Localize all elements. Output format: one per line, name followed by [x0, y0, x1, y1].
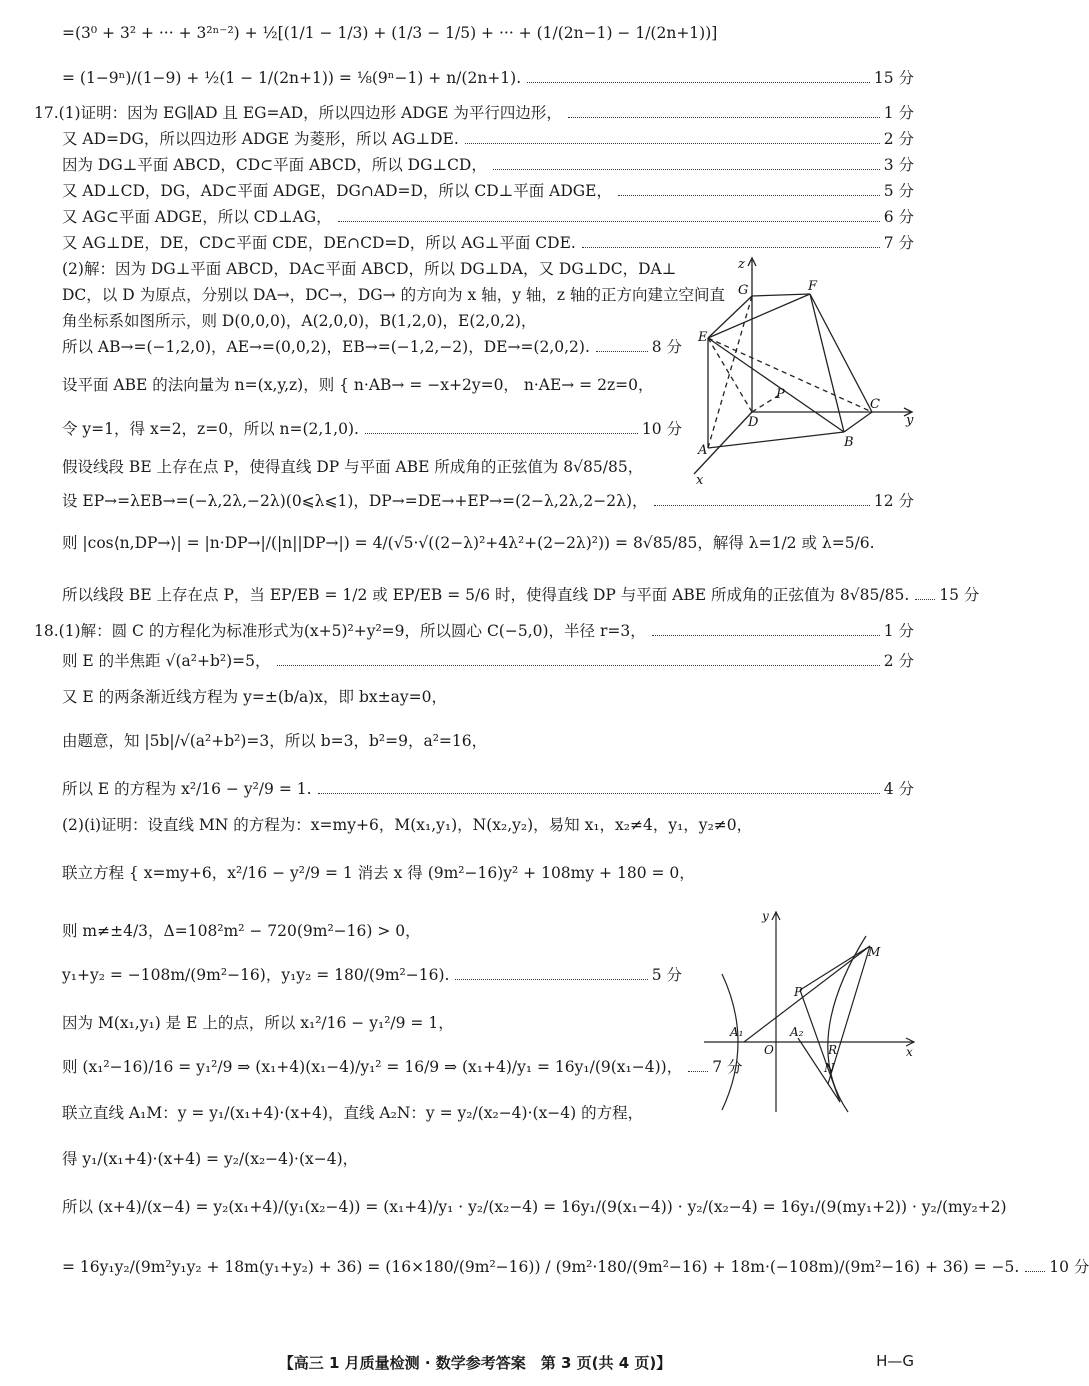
- label-A2: A₂: [790, 1025, 804, 1039]
- edge-GF: [752, 294, 810, 296]
- line-A1M: [744, 946, 870, 1042]
- edge-CB: [844, 412, 872, 432]
- line-5: 又 AD⊥CD，DG，AD⊂平面 ADGE，DG∩AD=D，所以 CD⊥平面 ADGE， 5 分: [62, 182, 914, 200]
- line-23: (2)(ⅰ)证明：设直线 MN 的方程为：x=my+6，M(x₁,y₁)，N(x₂,y₂)，易知 x₁，x₂≠4，y₁，y₂≠0，: [62, 816, 753, 834]
- line-11: 所以 AB→=(−1,2,0)，AE→=(0,0,2)，EB→=(−1,2,−2)，DE→=(2,0,2). 8 分: [62, 338, 682, 356]
- edge-FC: [810, 294, 872, 412]
- line-27: 因为 M(x₁,y₁) 是 E 上的点，所以 x₁²/16 − y₁²/9 = 1，: [62, 1014, 454, 1032]
- line-25: 则 m≠±4/3，Δ=108²m² − 720(9m²−16) > 0，: [62, 922, 421, 940]
- label-M: M: [868, 945, 881, 959]
- line-31: 所以 (x+4)/(x−4) = y₂(x₁+4)/(y₁(x₂−4)) = (x₁+4)/y₁ · y₂/(x₂−4) = 16y₁/(9(x₁−4)) · y₂/(x₂−4) = 16y₁/(9(my₁+2)) · y₂/(my₂+2): [62, 1198, 1007, 1216]
- label-A: A: [698, 443, 708, 458]
- line-16: 则 |cos⟨n,DP→⟩| = |n·DP→|/(|n||DP→|) = 4/(√5·√((2−λ)²+4λ²+(2−2λ)²)) = 8√85/85，解得 λ=1/2 或 λ=5/6.: [62, 534, 875, 552]
- line-0: =(3⁰ + 3² + ··· + 3²ⁿ⁻²) + ½[(1/1 − 1/3) + (1/3 − 1/5) + ··· + (1/(2n−1) − 1/(2n+1))]: [62, 24, 718, 42]
- edge-EC: [708, 338, 872, 412]
- edge-AG: [708, 296, 752, 448]
- label-O: O: [764, 1043, 774, 1057]
- edge-AB: [708, 432, 844, 448]
- label-x: x: [906, 1045, 913, 1059]
- label-P: P: [776, 387, 785, 402]
- line-24: 联立方程 { x=my+6，x²/16 − y²/9 = 1 消去 x 得 (9m²−16)y² + 108my + 180 = 0，: [62, 864, 695, 882]
- line-17: 所以线段 BE 上存在点 P，当 EP/EB = 1/2 或 EP/EB = 5/6 时，使得直线 DP 与平面 ABE 所成角的正弦值为 8√85/85. 15 分: [62, 586, 980, 604]
- edge-ED: [708, 338, 752, 412]
- line-9: DC，以 D 为原点，分别以 DA→，DC→，DG→ 的方向为 x 轴，y 轴，z 轴的正方向建立空间直: [62, 286, 725, 304]
- label-C: C: [870, 397, 880, 412]
- label-F: F: [808, 279, 818, 294]
- label-G: G: [738, 283, 749, 298]
- line-15: 设 EP→=λEB→=(−λ,2λ,−2λ)(0⩽λ⩽1)，DP→=DE→+EP→=(2−λ,2λ,2−2λ)， 12 分: [62, 492, 914, 510]
- line-28: 则 (x₁²−16)/16 = y₁²/9 ⇒ (x₁+4)(x₁−4)/y₁² = 16/9 ⇒ (x₁+4)/y₁ = 16y₁/(9(x₁−4))， 7 分: [62, 1058, 743, 1076]
- edge-EB: [708, 338, 844, 432]
- label-B: B: [844, 435, 854, 450]
- line-29: 联立直线 A₁M：y = y₁/(x₁+4)·(x+4)，直线 A₂N：y = y₂/(x₂−4)·(x−4) 的方程，: [62, 1104, 644, 1122]
- page-footer: 【高三 1 月质量检测 · 数学参考答案 第 3 页(共 4 页)】: [278, 1354, 672, 1372]
- line-21: 由题意，知 |5b|/√(a²+b²)=3，所以 b=3，b²=9，a²=16，: [62, 732, 488, 750]
- line-10: 角坐标系如图所示，则 D(0,0,0)，A(2,0,0)，B(1,2,0)，E(2,0,2)，: [62, 312, 537, 330]
- line-3: 又 AD=DG，所以四边形 ADGE 为菱形，所以 AG⊥DE. 2 分: [62, 130, 914, 148]
- line-6: 又 AG⊂平面 ADGE，所以 CD⊥AG， 6 分: [62, 208, 914, 226]
- solid-figure: [672, 252, 922, 492]
- label-y: y: [762, 909, 769, 923]
- line-PM: [800, 946, 870, 990]
- line-20: 又 E 的两条渐近线方程为 y=±(b/a)x，即 bx±ay=0，: [62, 688, 447, 706]
- label-x: x: [696, 473, 704, 488]
- label-N: N: [824, 1061, 835, 1075]
- line-8: (2)解：因为 DG⊥平面 ABCD，DA⊂平面 ABCD，所以 DG⊥DA，又 DG⊥DC，DA⊥: [62, 260, 677, 278]
- line-1: = (1−9ⁿ)/(1−9) + ½(1 − 1/(2n+1)) = ⅛(9ⁿ−1) + n/(2n+1). 15 分: [62, 69, 914, 87]
- line-2: 17.(1)证明：因为 EG∥AD 且 EG=AD，所以四边形 ADGE 为平行四边形， 1 分: [34, 104, 914, 122]
- label-y: y: [906, 413, 914, 428]
- line-13: 令 y=1，得 x=2，z=0，所以 n=(2,1,0). 10 分: [62, 420, 682, 438]
- line-26: y₁+y₂ = −108m/(9m²−16)，y₁y₂ = 180/(9m²−16). 5 分: [62, 966, 682, 984]
- footer-code: H—G: [876, 1352, 914, 1370]
- line-14: 假设线段 BE 上存在点 P，使得直线 DP 与平面 ABE 所成角的正弦值为 8√85/85，: [62, 458, 644, 476]
- line-19: 则 E 的半焦距 √(a²+b²)=5， 2 分: [62, 652, 914, 670]
- line-4: 因为 DG⊥平面 ABCD，CD⊂平面 ABCD，所以 DG⊥CD， 3 分: [62, 156, 914, 174]
- label-R: R: [828, 1043, 838, 1057]
- edge-EF: [708, 294, 810, 338]
- line-18: 18.(1)解：圆 C 的方程化为标准形式为(x+5)²+y²=9，所以圆心 C(−5,0)，半径 r=3， 1 分: [34, 622, 914, 640]
- hyperbola-figure: [700, 906, 922, 1116]
- line-22: 所以 E 的方程为 x²/16 − y²/9 = 1. 4 分: [62, 780, 914, 798]
- label-z: z: [738, 257, 745, 272]
- line-30: 得 y₁/(x₁+4)·(x+4) = y₂/(x₂−4)·(x−4)，: [62, 1150, 359, 1168]
- label-D: D: [748, 415, 759, 430]
- label-A1: A₁: [730, 1025, 744, 1039]
- label-P: P: [794, 985, 803, 999]
- line-32: = 16y₁y₂/(9m²y₁y₂ + 18m(y₁+y₂) + 36) = (16×180/(9m²−16)) / (9m²·180/(9m²−16) + 18m·(−108m)/(9m²−16) + 36) = −5. 10 分: [62, 1258, 1089, 1276]
- line-12: 设平面 ABE 的法向量为 n=(x,y,z)，则 { n·AB→ = −x+2y=0， n·AE→ = 2z=0，: [62, 376, 654, 394]
- label-E: E: [698, 330, 708, 345]
- line-7: 又 AG⊥DE，DE，CD⊂平面 CDE，DE∩CD=D，所以 AG⊥平面 CDE. 7 分: [62, 234, 914, 252]
